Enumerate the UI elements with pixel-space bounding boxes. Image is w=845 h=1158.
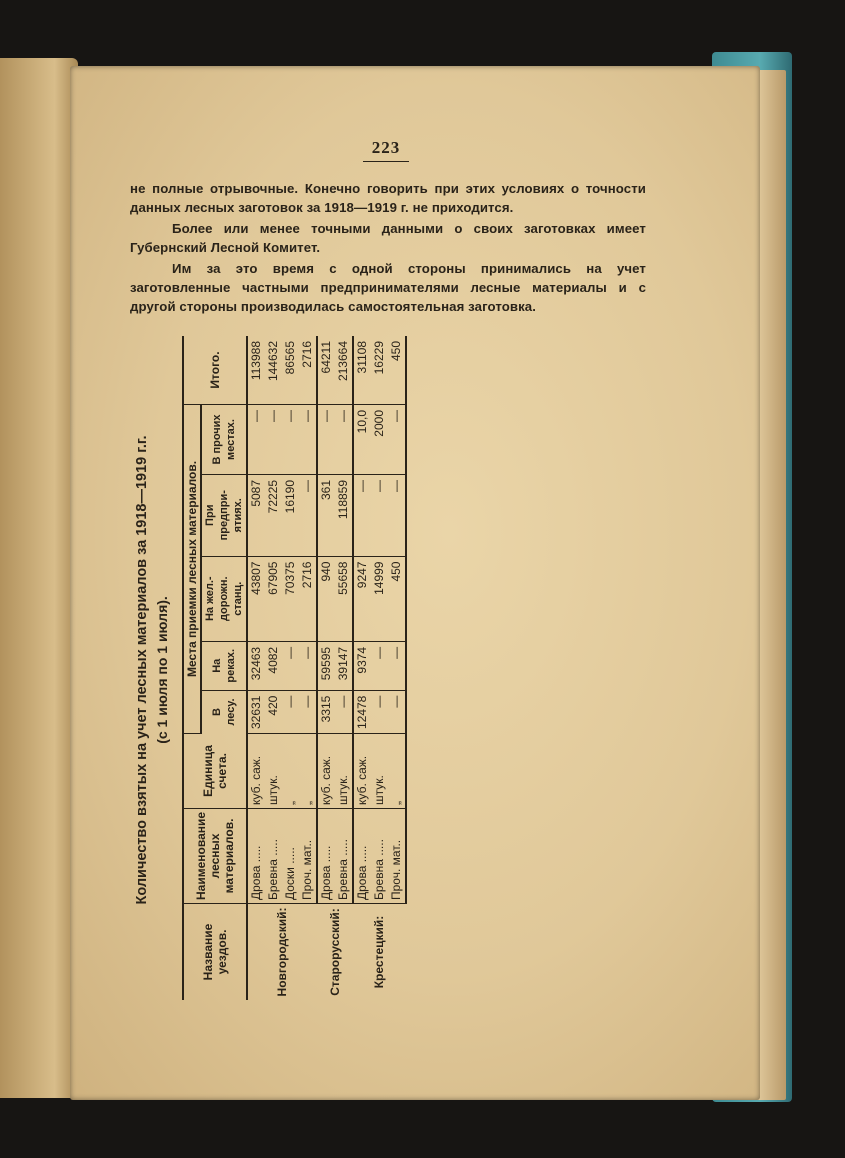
material-name: Бревна .....	[335, 808, 353, 903]
header-other-places: В прочих местах.	[201, 405, 247, 475]
rail-cell: 70375	[282, 556, 299, 641]
table-row	[247, 336, 265, 1000]
enterprises-cell: 361	[317, 474, 335, 556]
header-on-rail: На жел.-дорожн. станц.	[201, 556, 247, 641]
rivers-cell: —	[282, 641, 299, 690]
table-title: Количество взятых на учет лесных материалов за 1918—1919 г.г.	[134, 435, 150, 905]
page-number: 223	[371, 138, 401, 157]
rivers-cell: 4082	[265, 641, 282, 690]
material-name: Проч. мат..	[388, 808, 406, 903]
table-row	[265, 336, 282, 1000]
forest-cell: 12478	[353, 690, 371, 733]
header-material: Наименование лесных материалов.	[183, 808, 247, 903]
rivers-cell: 9374	[353, 641, 371, 690]
table-subtitle: (с 1 июля по 1 июля).	[154, 596, 170, 744]
other-cell: —	[282, 405, 299, 475]
table-row	[371, 336, 388, 1000]
rail-cell: 43807	[247, 556, 265, 641]
rail-cell: 450	[388, 556, 406, 641]
enterprises-cell: —	[371, 474, 388, 556]
total-cell: 64211	[317, 336, 335, 405]
rivers-cell: —	[371, 641, 388, 690]
enterprises-cell: 5087	[247, 474, 265, 556]
forest-cell: —	[371, 690, 388, 733]
uezd-name: Старорусский:	[327, 908, 342, 996]
header-uezd: Название уездов.	[183, 904, 247, 1001]
other-cell: 2000	[371, 405, 388, 475]
material-name: Дрова .....	[247, 808, 265, 903]
enterprises-cell: 118859	[335, 474, 353, 556]
table-row	[388, 336, 406, 1000]
paragraph-2: Более или менее точными данными о своих заготовках имеет Губернский Лесной Комитет.	[130, 221, 646, 255]
unit-cell: штук.	[371, 733, 388, 808]
material-name: Проч. мат..	[299, 808, 317, 903]
forest-cell: 32631	[247, 690, 265, 733]
other-cell: —	[317, 405, 335, 475]
total-cell: 2716	[299, 336, 317, 405]
material-name: Дрова .....	[317, 808, 335, 903]
other-cell: —	[299, 405, 317, 475]
forest-cell: —	[388, 690, 406, 733]
forest-cell: 420	[265, 690, 282, 733]
table-row	[317, 336, 335, 1000]
rail-cell: 55658	[335, 556, 353, 641]
rail-cell: 2716	[299, 556, 317, 641]
header-at-enterprises: При предпри-ятиях.	[201, 474, 247, 556]
material-name: Бревна .....	[371, 808, 388, 903]
page-number-rule	[363, 161, 409, 162]
rivers-cell: 32463	[247, 641, 265, 690]
rivers-cell: 39147	[335, 641, 353, 690]
unit-cell: штук.	[265, 733, 282, 808]
header-on-rivers: На реках.	[201, 641, 247, 690]
rivers-cell: —	[388, 641, 406, 690]
unit-cell: куб. саж.	[247, 733, 265, 808]
other-cell: —	[388, 405, 406, 475]
forest-cell: —	[299, 690, 317, 733]
enterprises-cell: 16190	[282, 474, 299, 556]
rivers-cell: 59595	[317, 641, 335, 690]
total-cell: 450	[388, 336, 406, 405]
paragraph-1: не полные отрывочные. Конечно говорить при этих условиях о точности данных лесных заготовок за 1918—1919 г. не приходится.	[130, 181, 646, 215]
left-page-edge	[0, 58, 78, 1098]
unit-cell: штук.	[335, 733, 353, 808]
total-cell: 113988	[247, 336, 265, 405]
unit-cell: куб. саж.	[353, 733, 371, 808]
material-name: Дрова .....	[353, 808, 371, 903]
table-row	[299, 336, 317, 1000]
forest-cell: 3315	[317, 690, 335, 733]
unit-cell: „	[388, 733, 406, 808]
enterprises-cell: —	[388, 474, 406, 556]
total-cell: 16229	[371, 336, 388, 405]
rivers-cell: —	[299, 641, 317, 690]
other-cell: —	[335, 405, 353, 475]
rail-cell: 67905	[265, 556, 282, 641]
table-row	[282, 336, 299, 1000]
enterprises-cell: —	[299, 474, 317, 556]
header-unit: Единица счета.	[183, 733, 247, 808]
unit-cell: куб. саж.	[317, 733, 335, 808]
unit-cell: „	[282, 733, 299, 808]
total-cell: 86565	[282, 336, 299, 405]
uezd-name: Новгородский:	[275, 907, 289, 997]
enterprises-cell: —	[353, 474, 371, 556]
forest-cell: —	[282, 690, 299, 733]
unit-cell: „	[299, 733, 317, 808]
rotated-table-block	[130, 320, 630, 1000]
enterprises-cell: 72225	[265, 474, 282, 556]
timber-table	[182, 336, 407, 1000]
rail-cell: 9247	[353, 556, 371, 641]
rail-cell: 940	[317, 556, 335, 641]
header-places-group: Места приемки лесных материалов.	[183, 405, 201, 734]
material-name: Доски .....	[282, 808, 299, 903]
forest-cell: —	[335, 690, 353, 733]
total-cell: 31108	[353, 336, 371, 405]
total-cell: 144632	[265, 336, 282, 405]
material-name: Бревна .....	[265, 808, 282, 903]
uezd-name: Крестецкий:	[372, 915, 386, 989]
header-total: Итого.	[183, 336, 247, 405]
other-cell: 10,0	[353, 405, 371, 475]
other-cell: —	[265, 405, 282, 475]
total-cell: 213664	[335, 336, 353, 405]
paragraph-3: Им за это время с одной стороны принимались на учет заготовленные частными предпринимателями лесные материалы и с другой стороны производилась самостоятельная заготовка.	[130, 261, 646, 314]
rail-cell: 14999	[371, 556, 388, 641]
header-in-forest: В лесу.	[201, 690, 247, 733]
other-cell: —	[247, 405, 265, 475]
table-row	[353, 336, 371, 1000]
table-row	[335, 336, 353, 1000]
